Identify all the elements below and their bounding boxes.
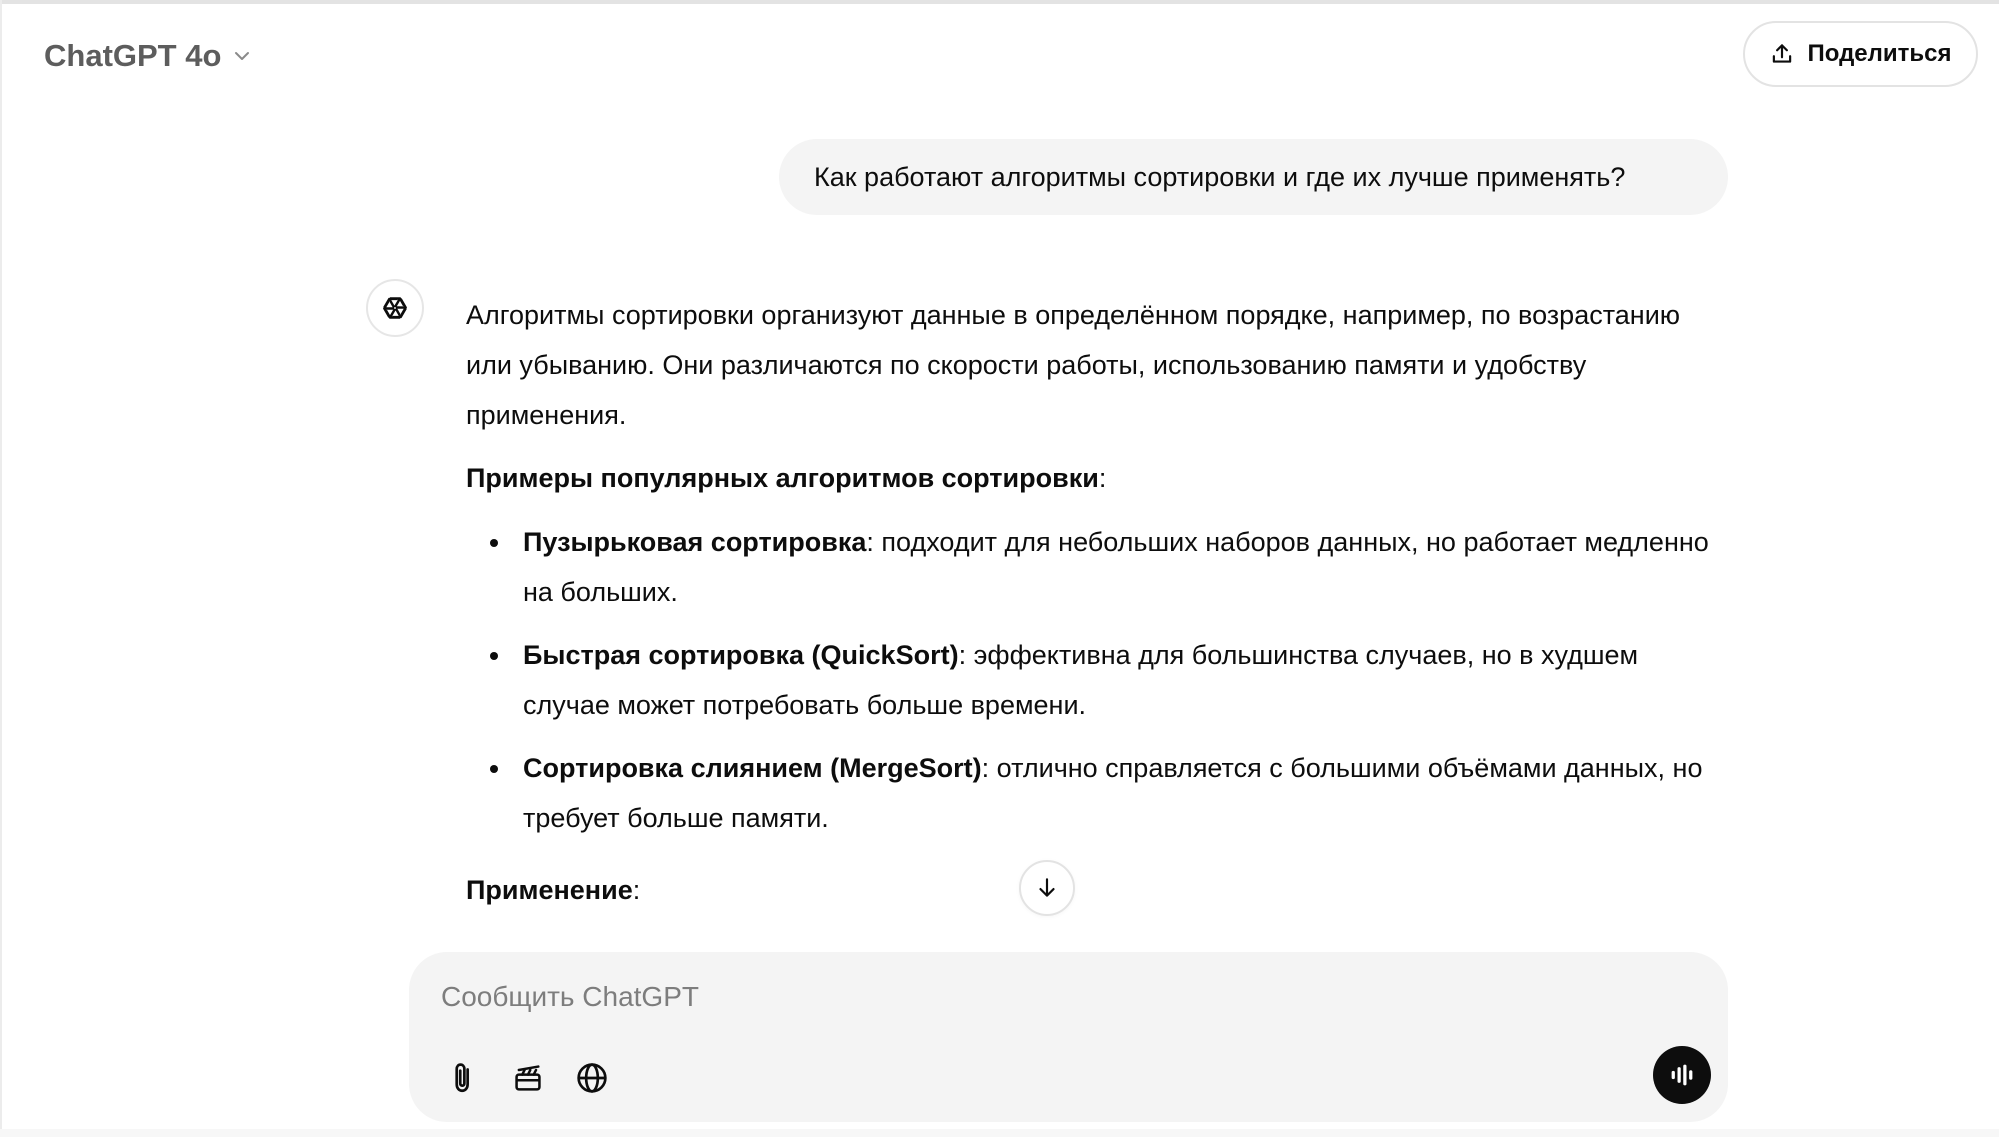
assistant-avatar [366,279,424,337]
example-name: Пузырьковая сортировка [523,527,867,557]
model-switcher[interactable] [44,36,253,76]
list-item: Быстрая сортировка (QuickSort): эффективна для большинства случаев, но в худшем случае может потребовать больше времени. [523,630,1728,730]
share-upload-icon [1769,41,1795,67]
example-name: Сортировка слиянием (MergeSort) [523,753,982,783]
bottom-strip [0,1129,1999,1137]
window-top-border [0,0,1999,4]
user-message-bubble [779,139,1728,215]
attach-button[interactable] [442,1056,486,1100]
list-item: Пузырьковая сортировка: подходит для небольших наборов данных, но работает медленно на больших. [523,517,1728,617]
application-heading-text: Применение [466,875,633,905]
chevron-down-icon [231,45,253,67]
openai-logo-icon [378,291,412,325]
tools-icon [512,1062,544,1094]
user-message-text: Как работают алгоритмы сортировки и где их лучше применять? [814,161,1626,192]
arrow-down-icon [1034,875,1060,901]
window-left-border [0,0,2,1137]
examples-heading: Примеры популярных алгоритмов сортировки: [466,463,1107,493]
model-name: ChatGPT 4o [44,38,222,73]
message-input[interactable] [441,972,1641,1022]
example-text: подходит для небольших наборов данных, но работает медленно на больших. [523,527,1709,607]
share-button[interactable] [1743,21,1978,87]
scroll-to-bottom-button[interactable] [1019,860,1075,916]
search-web-button[interactable] [570,1056,614,1100]
examples-list [466,517,1728,843]
example-name: Быстрая сортировка (QuickSort) [523,640,959,670]
example-text: отлично справляется с большими объёмами данных, но требует больше памяти. [523,753,1703,833]
examples-heading-text: Примеры популярных алгоритмов сортировки [466,463,1099,493]
voice-waveform-icon [1667,1060,1697,1090]
list-item: Сортировка слиянием (MergeSort): отлично справляется с большими объёмами данных, но требует больше памяти. [523,743,1728,843]
voice-mode-button[interactable] [1653,1046,1711,1104]
composer [409,952,1728,1122]
share-label: Поделиться [1807,40,1952,67]
paperclip-icon [449,1061,479,1095]
example-text: эффективна для большинства случаев, но в худшем случае может потребовать больше времени. [523,640,1639,720]
assistant-intro: Алгоритмы сортировки организуют данные в определённом порядке, например, по возрастанию или убыванию. Они различаются по скорости работы, использованию памяти и удобству применения. [466,300,1681,430]
globe-icon [575,1061,609,1095]
application-heading: Применение: [466,875,641,905]
assistant-message [466,290,1728,915]
tools-button[interactable] [506,1056,550,1100]
